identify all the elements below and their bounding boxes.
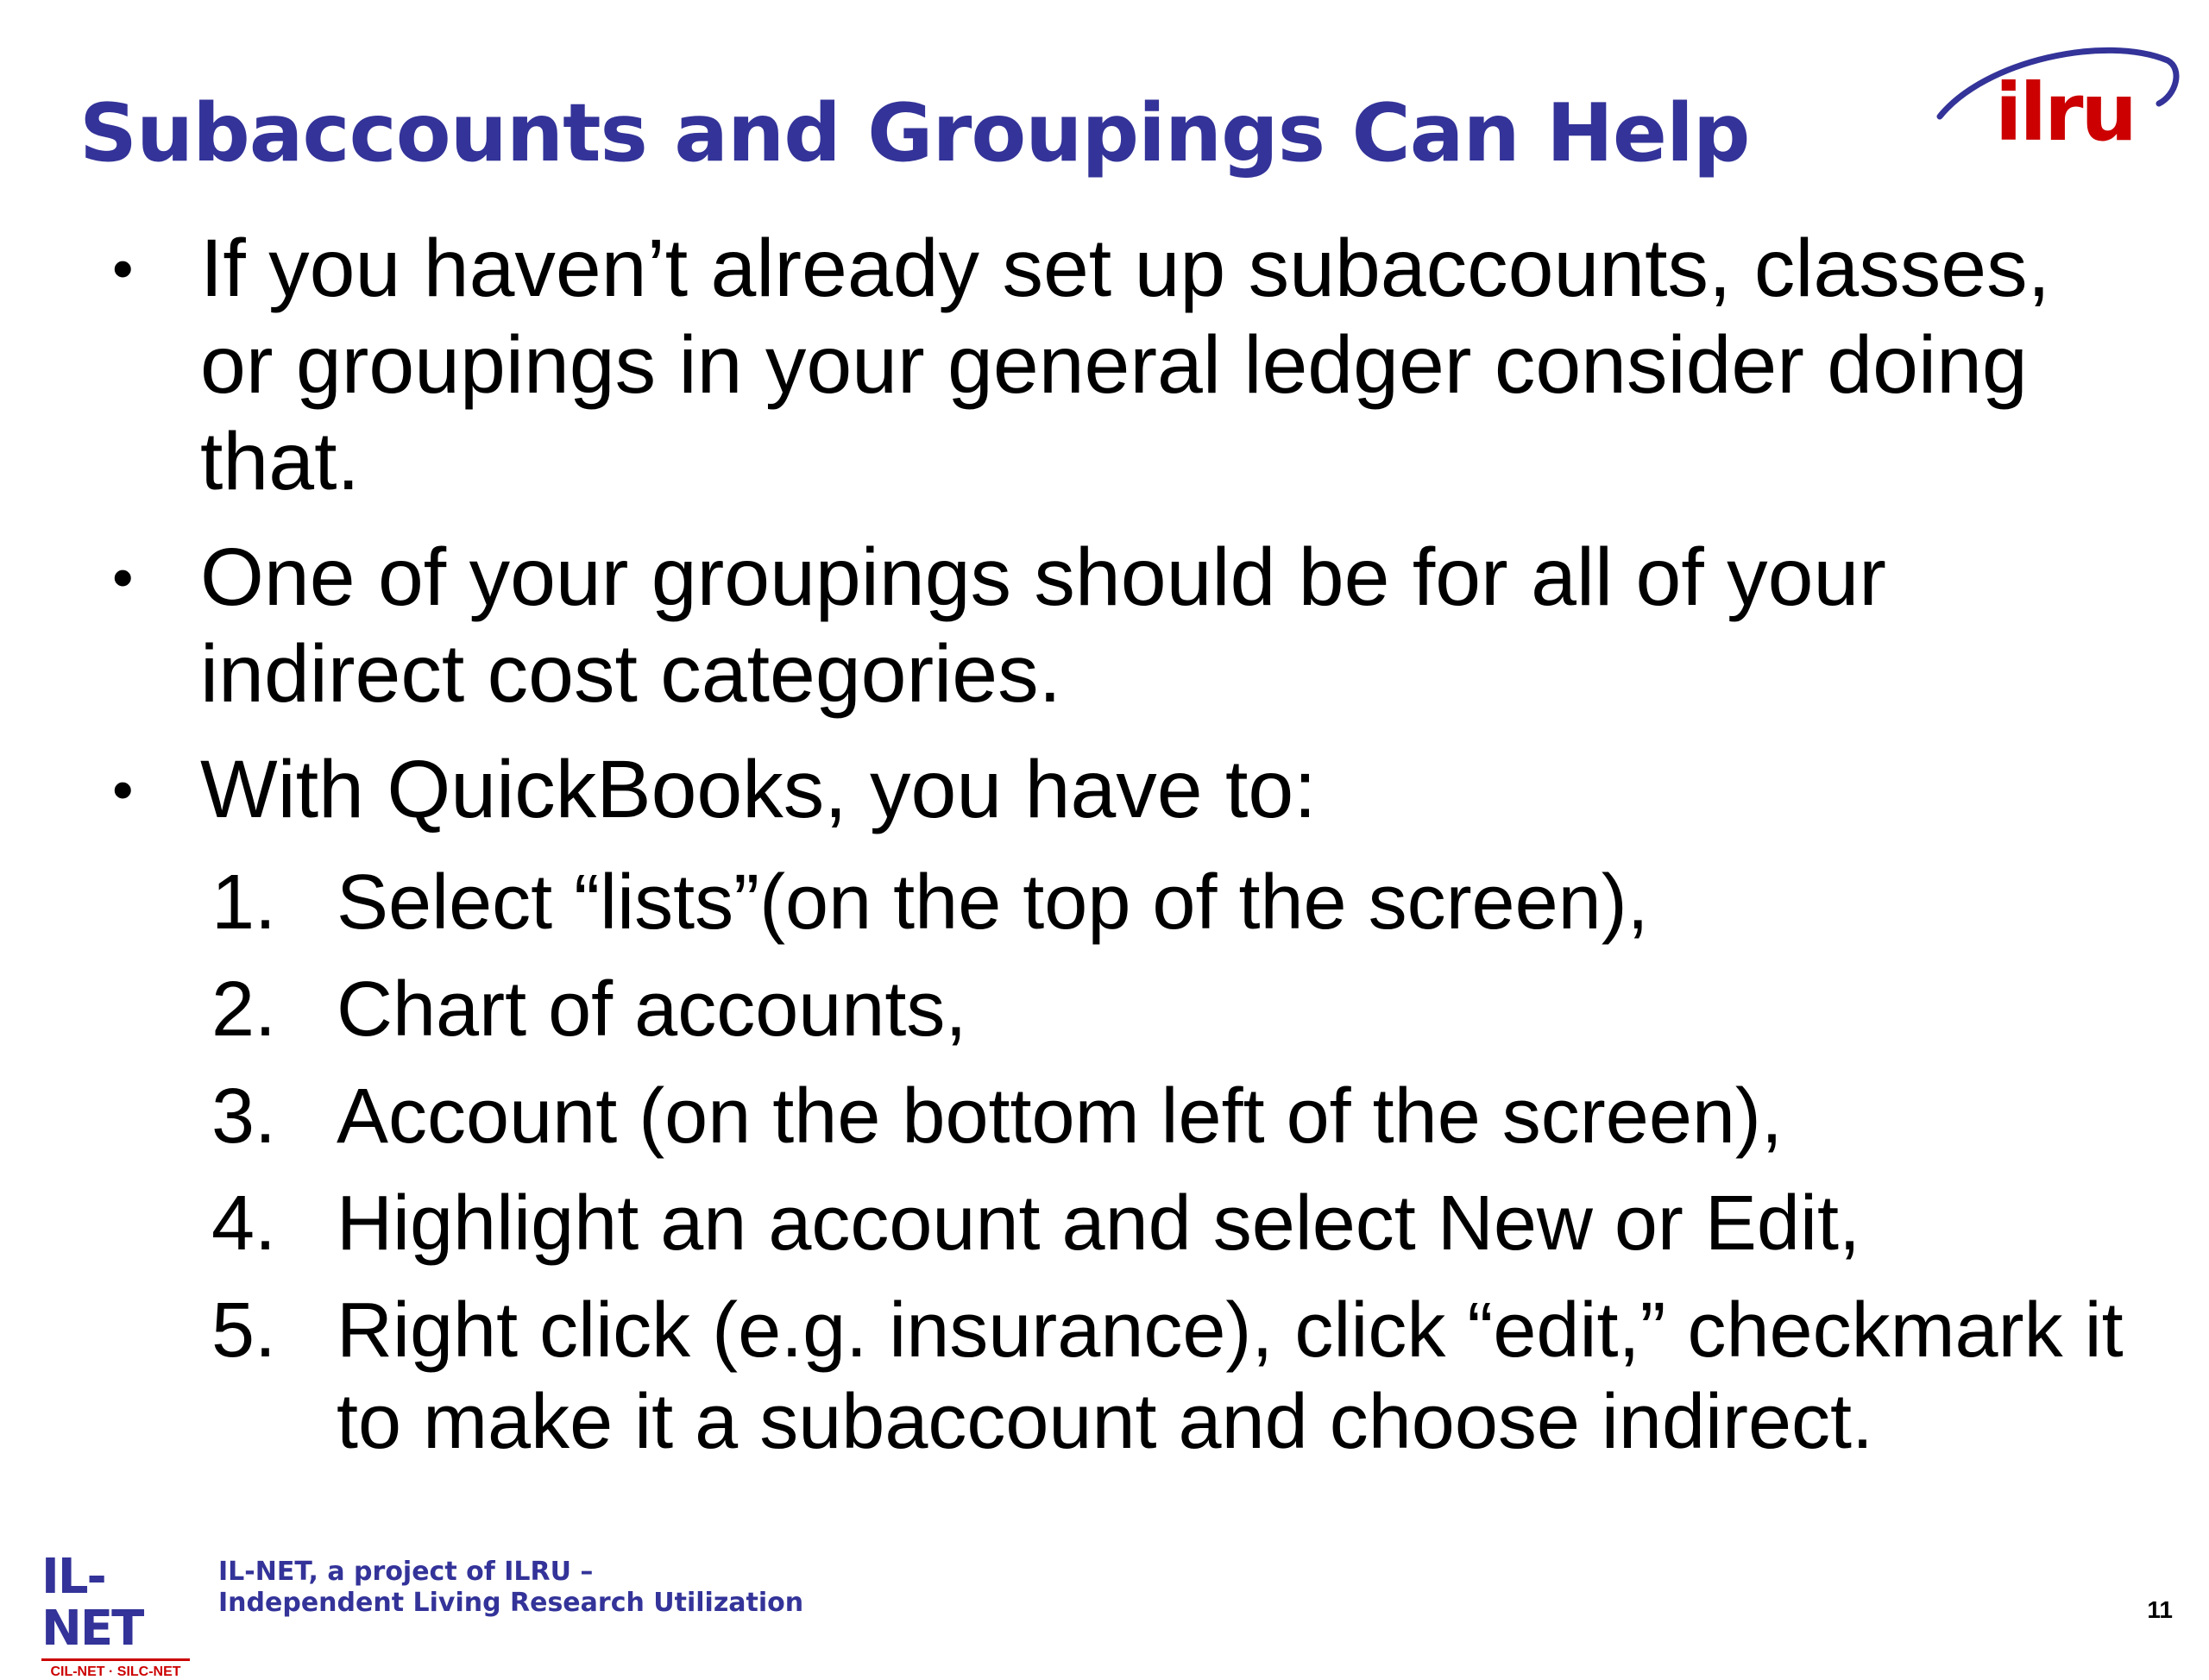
bullet-item	[104, 741, 2140, 838]
slide-footer	[41, 1545, 2173, 1679]
il-net-logo	[41, 1549, 197, 1679]
footer-credit-line1: IL-NET, a project of ILRU –	[218, 1557, 594, 1587]
step-number: 4.	[211, 1180, 277, 1267]
step-item	[104, 1178, 2140, 1269]
bullet-marker: •	[112, 756, 134, 823]
bullet-item	[104, 529, 2140, 722]
page-number: 11	[2147, 1596, 2173, 1623]
ilru-logo-text: ilru	[1995, 66, 2135, 159]
step-text: Chart of accounts,	[337, 966, 967, 1053]
slide-body	[104, 220, 2140, 1483]
bullet-list	[104, 220, 2140, 838]
il-net-logo-text: IL-NET	[41, 1549, 143, 1657]
step-item	[104, 857, 2140, 948]
bullet-marker: •	[112, 235, 134, 302]
step-number: 2.	[211, 966, 277, 1053]
il-net-logo-rule	[41, 1658, 190, 1661]
step-text: Highlight an account and select New or Edit,	[337, 1180, 1860, 1267]
step-number: 5.	[211, 1287, 277, 1374]
ilru-logo	[1933, 35, 2183, 173]
step-item	[104, 1071, 2140, 1162]
bullet-text: One of your groupings should be for all of your indirect cost categories.	[200, 532, 1886, 720]
footer-credit-line2: Independent Living Research Utilization	[218, 1588, 804, 1618]
footer-credit	[218, 1557, 803, 1619]
step-item	[104, 964, 2140, 1055]
step-text: Account (on the bottom left of the screen),	[337, 1073, 1783, 1160]
il-net-logo-subtext: CIL-NET · SILC-NET	[50, 1664, 181, 1679]
slide-title: Subaccounts and Groupings Can Help	[79, 86, 1750, 179]
bullet-item	[104, 220, 2140, 510]
bullet-marker: •	[112, 544, 134, 611]
step-text: Right click (e.g. insurance), click “edit,” checkmark it to make it a subaccount and choose indirect.	[337, 1287, 2124, 1465]
step-number: 1.	[211, 859, 277, 946]
step-number: 3.	[211, 1073, 277, 1160]
step-text: Select “lists”(on the top of the screen),	[337, 859, 1649, 946]
bullet-text: With QuickBooks, you have to:	[200, 744, 1317, 835]
quickbooks-steps-list	[104, 857, 2140, 1468]
ilru-logo-mark	[1933, 35, 2183, 173]
bullet-text: If you haven’t already set up subaccounts, classes, or groupings in your general ledger consider doing that.	[200, 223, 2050, 507]
step-item	[104, 1285, 2140, 1468]
